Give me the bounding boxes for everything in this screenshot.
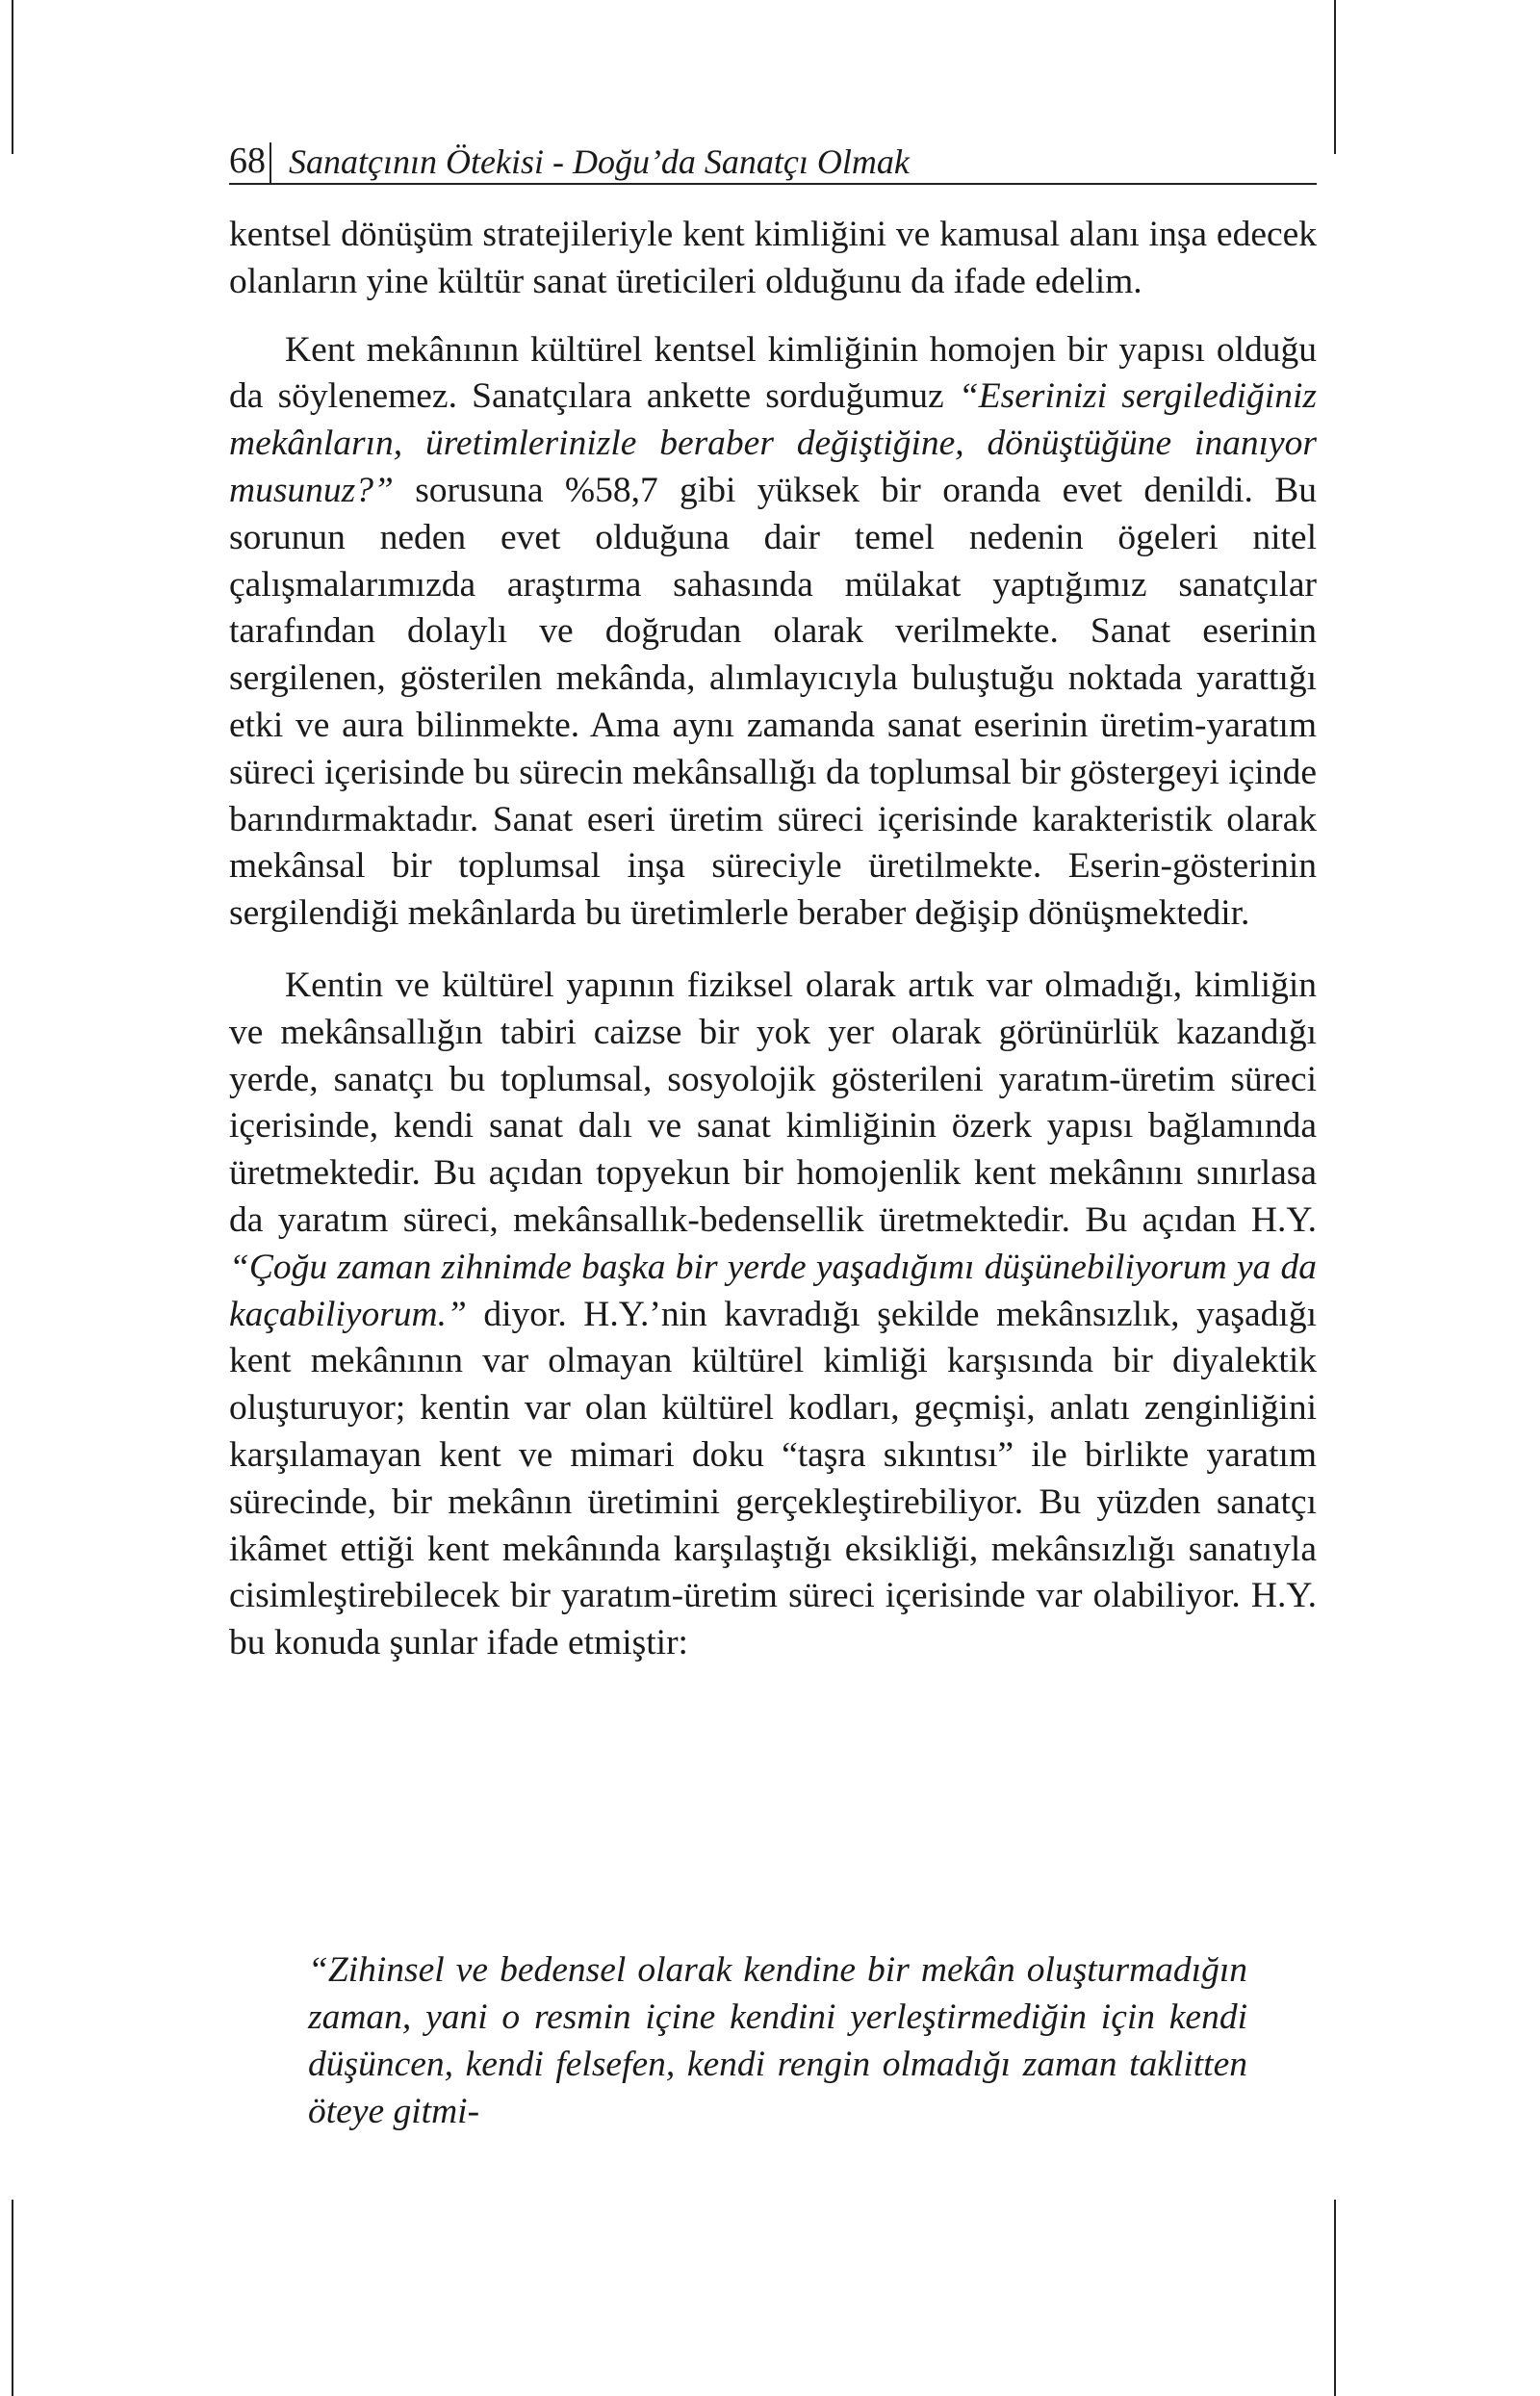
paragraph-3	[229, 963, 1317, 1667]
paragraph-2-text-a: Kent mekânının kültürel kentsel kimliğinin homojen bir yapısı olduğu da söylenemez. Sanatçılara ankette sorduğumuz	[229, 329, 1317, 417]
block-quote-text: “Zihinsel ve bedensel olarak kendine bir mekân oluşturmadığın zaman, yani o resmin içine kendini yerleştirmediğin için kendi düşüncen, kendi felsefen, kendi rengin olmadığı zaman taklitten öteye gitmi-	[308, 1950, 1247, 2131]
paragraph-3-text-a: Kentin ve kültürel yapının fiziksel olarak artık var olmadığı, kimliğin ve mekânsallığın tabiri caizse bir yok yer olarak görünürlük kazandığı yerde, sanatçı bu toplumsal, sosyolojik gösterileni yaratım-üretim süreci içerisinde, kendi sanat dalı ve sanat kimliğinin özerk yapısı bağlamında üretmektedir. Bu açıdan topyekun bir homojenlik kent mekânını sınırlasa da yaratım süreci, mekânsallık-bedensellik üretmektedir. Bu açıdan H.Y.	[229, 965, 1317, 1240]
page-header	[229, 135, 1317, 185]
block-quote	[308, 1946, 1247, 2135]
paragraph-1	[229, 212, 1317, 306]
crop-mark-top-right	[1334, 0, 1336, 154]
running-title: Sanatçının Ötekisi - Doğu’da Sanatçı Olmak	[289, 142, 910, 181]
crop-mark-bottom-left	[12, 2200, 13, 2396]
paragraph-3-text-b: diyor. H.Y.’nin kavradığı şekilde mekânsızlık, yaşadığı kent mekânının var olmayan kültürel kimliği karşısında bir diyalektik oluşturuyor; kentin var olan kültürel kodları, geçmişi, anlatı zenginliğini karşılamayan kent ve mimari doku “taşra sıkıntısı” ile birlikte yaratım sürecinde, bir mekânın üretimini gerçekleştirebiliyor. Bu yüzden sanatçı ikâmet ettiği kent mekânında karşılaştığı eksikliği, mekânsızlığı sanatıyla cisimleştirebilecek bir yaratım-üretim süreci içerisinde var olabiliyor. H.Y. bu konuda şunlar ifade etmiştir:	[229, 1294, 1317, 1663]
page-body	[229, 212, 1317, 1667]
crop-mark-top-left	[12, 0, 13, 154]
paragraph-2-text-b: sorusuna %58,7 gibi yüksek bir oranda evet denildi. Bu sorunun neden evet olduğuna dair temel nedenin ögeleri nitel çalışmalarımızda araştırma sahasında mülakat yaptığımız sanatçılar tarafından dolaylı ve doğrudan olarak verilmekte. Sanat eserinin sergilenen, gösterilen mekânda, alımlayıcıyla buluştuğu noktada yarattığı etki ve aura bilinmekte. Ama aynı zamanda sanat eserinin üretim-yaratım süreci içerisinde bu sürecin mekânsallığı da toplumsal bir göstergeyi içinde barındırmaktadır. Sanat eseri üretim süreci içerisinde karakteristik olarak mekânsal bir toplumsal inşa süreciyle üretilmekte. Eserin-gösterinin sergilendiği mekânlarda bu üretimlerle beraber değişip dönüşmektedir.	[229, 470, 1317, 934]
page-number: 68	[229, 142, 271, 183]
paragraph-2	[229, 327, 1317, 938]
crop-mark-bottom-right	[1334, 2200, 1336, 2396]
survey-question: “Eserinizi sergilediğiniz mekânların, üretimlerinizle beraber değiştiğine, dönüştüğüne inanıyor musunuz?”	[229, 376, 1317, 510]
inline-quote: “Çoğu zaman zihnimde başka bir yerde yaşadığımı düşünebiliyorum ya da kaçabiliyorum.”	[229, 1247, 1317, 1334]
paragraph-1-text: kentsel dönüşüm stratejileriyle kent kimliğini ve kamusal alanı inşa edecek olanların yine kültür sanat üreticileri olduğunu da ifade edelim.	[229, 215, 1317, 301]
